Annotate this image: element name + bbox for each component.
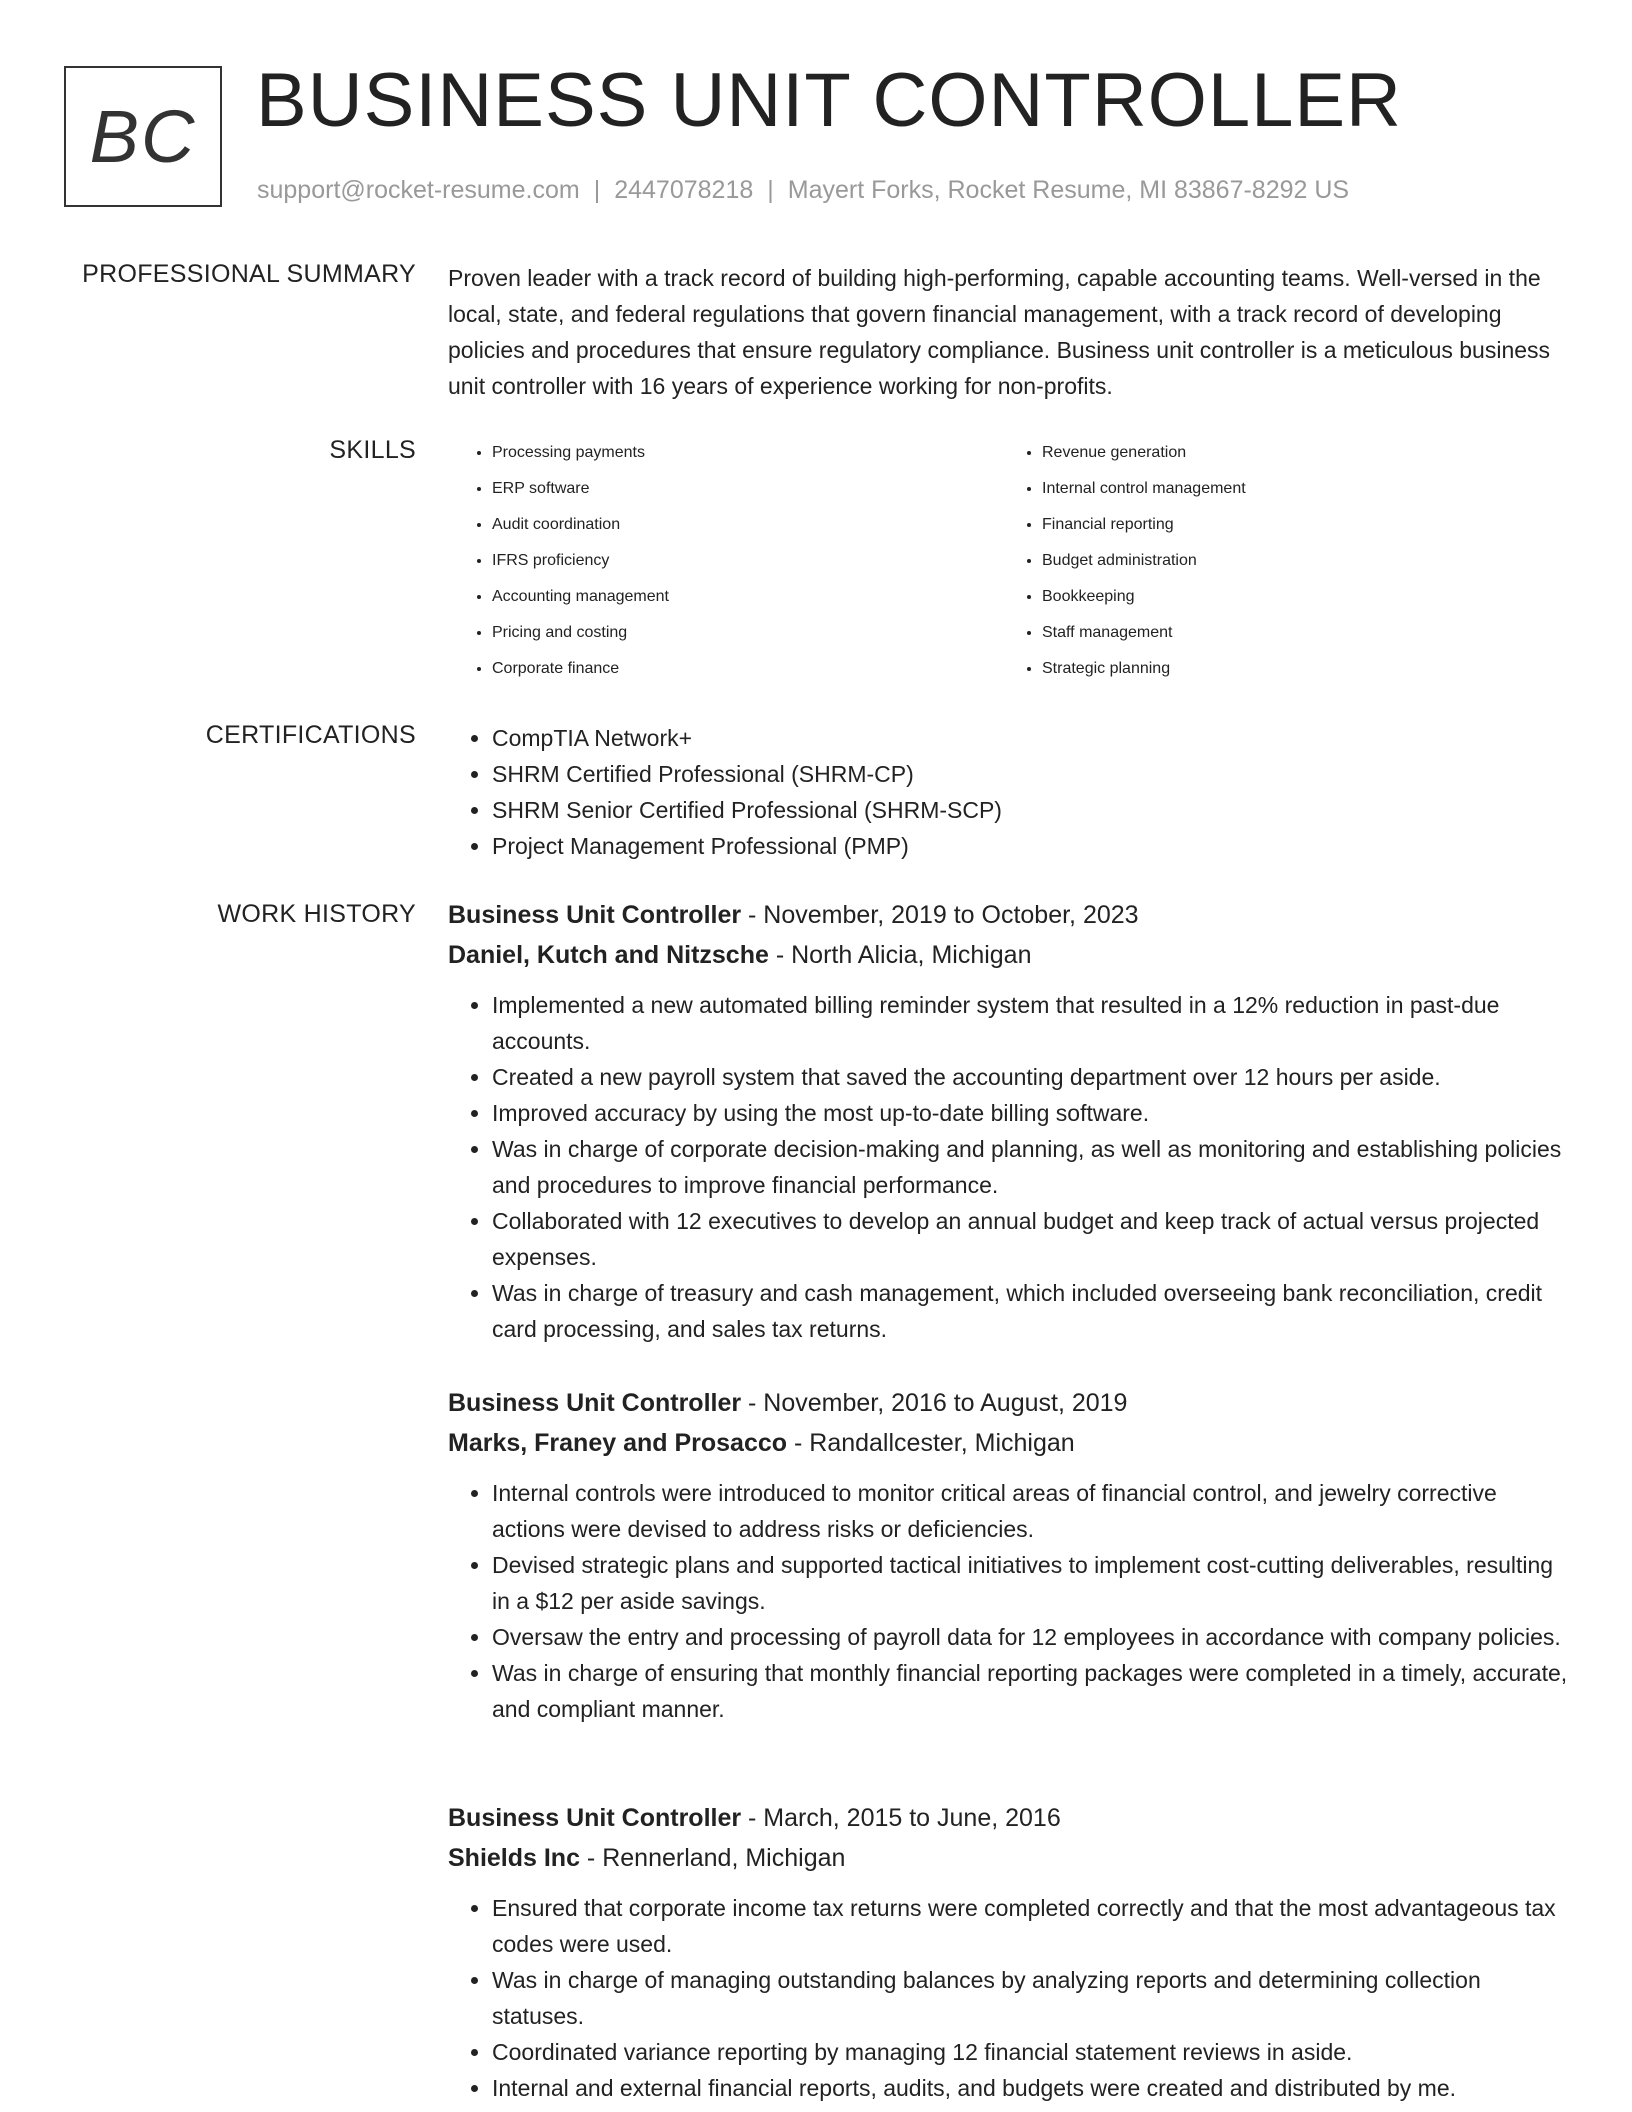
job-bullet: • Internal controls were introduced to monitor critical areas of financial control, and jewelry corrective actions were devised to address risks or deficiencies. [492, 1475, 1568, 1547]
contact-separator: | [593, 176, 601, 204]
skill-item: • Budget administration [1042, 543, 1518, 579]
job-title: Business Unit Controller [448, 1389, 742, 1417]
email-link[interactable]: support@rocket-resume.com [257, 176, 580, 204]
skills-heading: SKILLS [329, 436, 416, 464]
company-line [448, 1840, 1568, 1876]
job-entry [448, 1800, 1568, 2106]
job-entry [448, 1385, 1568, 1727]
phone-number: 2447078218 [614, 176, 754, 204]
job-bullet: • Devised strategic plans and supported tactical initiatives to implement cost-cutting deliverables, resulting in a $12 per aside savings. [492, 1547, 1568, 1619]
skill-item: • Accounting management [492, 579, 968, 615]
skill-item: • Strategic planning [1042, 651, 1518, 687]
company-location: - Rennerland, Michigan [579, 1844, 846, 1872]
skills-list-right [998, 435, 1518, 687]
skill-item: • Staff management [1042, 615, 1518, 651]
skill-item: • Corporate finance [492, 651, 968, 687]
skills-list-left [448, 435, 968, 687]
job-bullet: • Coordinated variance reporting by managing 12 financial statement reviews in aside. [492, 2034, 1568, 2070]
job-bullet: • Collaborated with 12 executives to develop an annual budget and keep track of actual versus projected expenses. [492, 1203, 1568, 1275]
skill-item: • Internal control management [1042, 471, 1518, 507]
address: Mayert Forks, Rocket Resume, MI 83867-8292 US [787, 176, 1350, 204]
summary-heading: PROFESSIONAL SUMMARY [82, 260, 416, 288]
company-name: Marks, Franey and Prosacco [448, 1429, 788, 1457]
job-bullet: • Ensured that corporate income tax returns were completed correctly and that the most advantageous tax codes were used. [492, 1890, 1568, 1962]
job-bullet: • Was in charge of treasury and cash management, which included overseeing bank reconciliation, credit card processing, and sales tax returns. [492, 1275, 1568, 1347]
company-name: Shields Inc [448, 1844, 580, 1872]
contact-separator: | [767, 176, 774, 204]
job-title-line [448, 1800, 1568, 1836]
skill-item: • Pricing and costing [492, 615, 968, 651]
job-title-line [448, 897, 1568, 933]
job-title: Business Unit Controller [448, 1804, 742, 1832]
certification-item: • SHRM Certified Professional (SHRM-CP) [492, 756, 1568, 792]
certification-item: • Project Management Professional (PMP) [492, 828, 1568, 864]
company-line [448, 937, 1568, 973]
job-dates: - November, 2016 to August, 2019 [741, 1389, 1128, 1417]
job-dates: - November, 2019 to October, 2023 [741, 901, 1139, 929]
job-bullet: • Internal and external financial reports, audits, and budgets were created and distributed by me. [492, 2070, 1568, 2106]
page-title: BUSINESS UNIT CONTROLLER [256, 58, 1402, 143]
certifications-list [448, 720, 1568, 864]
job-bullet: • Oversaw the entry and processing of payroll data for 12 employees in accordance with company policies. [492, 1619, 1568, 1655]
contact-line [257, 174, 1349, 206]
work-history-heading: WORK HISTORY [217, 900, 416, 928]
monogram-logo: BC [64, 66, 222, 207]
job-dates: - March, 2015 to June, 2016 [741, 1804, 1061, 1832]
job-title-line [448, 1385, 1568, 1421]
certification-item: • SHRM Senior Certified Professional (SHRM-SCP) [492, 792, 1568, 828]
job-bullet: • Was in charge of managing outstanding balances by analyzing reports and determining collection statuses. [492, 1962, 1568, 2034]
job-bullet: • Improved accuracy by using the most up-to-date billing software. [492, 1095, 1568, 1131]
skill-item: • ERP software [492, 471, 968, 507]
summary-text: Proven leader with a track record of building high-performing, capable accounting teams. Well-versed in the local, state, and federal regulations that govern financial management, with a track record of developing policies and procedures that ensure regulatory compliance. Business unit controller is a meticulous business unit controller with 16 years of experience working for non-profits. [448, 265, 1551, 399]
company-name: Daniel, Kutch and Nitzsche [448, 941, 769, 969]
skill-item: • Processing payments [492, 435, 968, 471]
job-entry [448, 897, 1568, 1347]
job-bullet: • Was in charge of ensuring that monthly financial reporting packages were completed in a timely, accurate, and compliant manner. [492, 1655, 1568, 1727]
company-line [448, 1425, 1568, 1461]
certifications-heading: CERTIFICATIONS [205, 721, 416, 749]
company-location: - North Alicia, Michigan [768, 941, 1032, 969]
job-bullet: • Created a new payroll system that saved the accounting department over 12 hours per aside. [492, 1059, 1568, 1095]
skill-item: • Financial reporting [1042, 507, 1518, 543]
skill-item: • IFRS proficiency [492, 543, 968, 579]
skill-item: • Audit coordination [492, 507, 968, 543]
skill-item: • Revenue generation [1042, 435, 1518, 471]
certification-item: • CompTIA Network+ [492, 720, 1568, 756]
job-bullet: • Implemented a new automated billing reminder system that resulted in a 12% reduction in past-due accounts. [492, 987, 1568, 1059]
company-location: - Randallcester, Michigan [787, 1429, 1075, 1457]
job-title: Business Unit Controller [448, 901, 742, 929]
job-bullet: • Was in charge of corporate decision-making and planning, as well as monitoring and establishing policies and procedures to improve financial performance. [492, 1131, 1568, 1203]
skill-item: • Bookkeeping [1042, 579, 1518, 615]
